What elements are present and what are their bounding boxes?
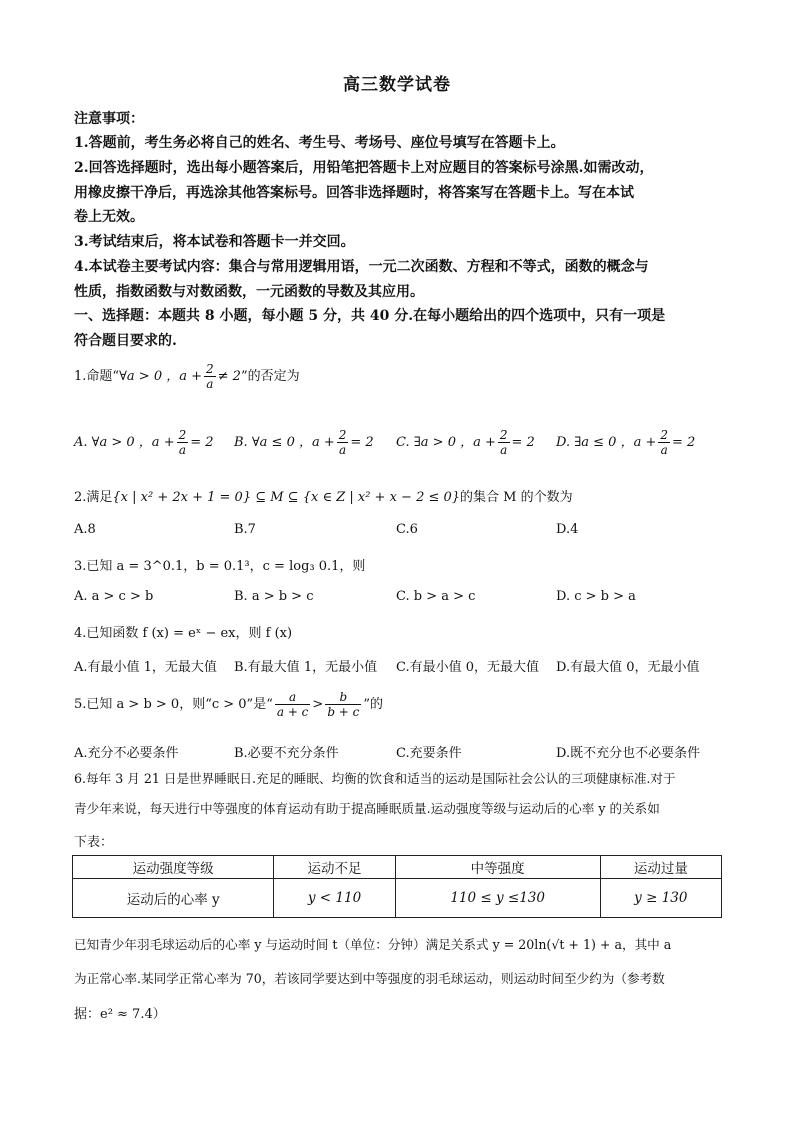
question-4-options — [74, 656, 734, 678]
q1-option-a[interactable]: A. ∀a > 0 ，a + $\frac{2}{a}$ = 2 — [74, 428, 214, 457]
q1-option-b[interactable]: B. ∀a ≤ 0 ，a + $\frac{2}{a}$ = 2 — [234, 428, 374, 457]
q3-option-a[interactable]: A. a > c > b — [74, 589, 154, 604]
q2-option-d[interactable]: D.4 — [556, 522, 579, 537]
notice-line-7: 性质，指数函数与对数函数，一元函数的导数及其应用。 — [74, 284, 424, 300]
q4-option-a[interactable]: A.有最小值 1，无最大值 — [74, 660, 217, 675]
table-cell: y < 110 — [274, 879, 395, 918]
question-6-line-1: 6.每年 3 月 21 日是世界睡眠日.充足的睡眠、均衡的饮食和适当的运动是国际社会公认的三项健康标准.对于 — [74, 771, 676, 786]
notice-line-3: 用橡皮擦干净后，再选涂其他答案标号。回答非选择题时，将答案写在答题卡上。写在本试 — [74, 185, 634, 201]
q5-option-a[interactable]: A.充分不必要条件 — [74, 746, 179, 761]
question-4-stem: 4.已知函数 f (x) = eˣ − ex，则 f (x) — [74, 626, 293, 641]
table-cell: 110 ≤ y ≤130 — [395, 879, 600, 918]
question-2-options — [74, 522, 734, 544]
notice-heading: 注意事项： — [74, 111, 144, 127]
q3-option-c[interactable]: C. b > a > c — [396, 589, 476, 604]
question-6-after-line-3: 据：e² ≈ 7.4） — [74, 1007, 166, 1022]
q1-option-c[interactable]: C. ∃a > 0 ，a + $\frac{2}{a}$ = 2 — [396, 428, 535, 457]
table-cell: 运动后的心率 y — [73, 879, 274, 918]
q2-option-c[interactable]: C.6 — [396, 522, 418, 537]
q4-option-c[interactable]: C.有最小值 0，无最大值 — [396, 660, 540, 675]
q5-option-d[interactable]: D.既不充分也不必要条件 — [556, 746, 701, 761]
question-5-stem: 5.已知 a > b > 0，则“c > 0”是“ $\frac{a}{a + c}$ > $\frac{b}{b + c}$ ”的 — [74, 690, 384, 719]
question-1-stem: 1.命题“∀a > 0 ，a + $\frac{2}{a}$ ≠ 2”的否定为 — [74, 362, 300, 391]
table-header-cell: 运动强度等级 — [73, 856, 274, 879]
table-header-cell: 运动过量 — [600, 856, 721, 879]
q4-option-b[interactable]: B.有最大值 1，无最小值 — [234, 660, 378, 675]
table-cell: y ≥ 130 — [600, 879, 721, 918]
q3-option-d[interactable]: D. c > b > a — [556, 589, 636, 604]
section-heading-line-1: 一、选择题：本题共 8 小题，每小题 5 分，共 40 分.在每小题给出的四个选项中，只有一项是 — [74, 308, 666, 324]
notice-line-2: 2.回答选择题时，选出每小题答案后，用铅笔把答题卡上对应题目的答案标号涂黑.如需改动， — [74, 160, 654, 176]
question-5-options — [74, 742, 734, 764]
notice-line-1: 1.答题前，考生务必将自己的姓名、考生号、考场号、座位号填写在答题卡上。 — [74, 135, 565, 151]
table-header-cell: 中等强度 — [395, 856, 600, 879]
q5-option-b[interactable]: B.必要不充分条件 — [234, 746, 339, 761]
question-6-after-line-2: 为正常心率.某同学正常心率为 70，若该同学要达到中等强度的羽毛球运动，则运动时间至少约为（参考数 — [74, 971, 665, 986]
table-row — [73, 879, 722, 918]
q3-option-b[interactable]: B. a > b > c — [234, 589, 314, 604]
notice-line-4: 卷上无效。 — [74, 209, 144, 225]
heart-rate-table — [72, 855, 722, 918]
q2-option-b[interactable]: B.7 — [234, 522, 256, 537]
table-header-row — [73, 856, 722, 879]
q2-option-a[interactable]: A.8 — [74, 522, 96, 537]
question-2-stem: 2.满足{x | x² + 2x + 1 = 0} ⊆ M ⊆ {x ∈ Z | x² + x − 2 ≤ 0}的集合 M 的个数为 — [74, 490, 573, 505]
table-header-cell: 运动不足 — [274, 856, 395, 879]
notice-line-5: 3.考试结束后，将本试卷和答题卡一并交回。 — [74, 234, 355, 250]
q4-option-d[interactable]: D.有最大值 0，无最小值 — [556, 660, 700, 675]
question-6-after-line-1: 已知青少年羽毛球运动后的心率 y 与运动时间 t（单位：分钟）满足关系式 y = 20ln(√t + 1) + a，其中 a — [74, 937, 672, 952]
notice-line-6: 4.本试卷主要考试内容：集合与常用逻辑用语，一元二次函数、方程和不等式，函数的概念与 — [74, 259, 649, 275]
section-heading-line-2: 符合题目要求的. — [74, 333, 177, 349]
question-6-line-3: 下表： — [74, 835, 114, 850]
question-3-stem: 3.已知 a = 3^0.1，b = 0.1³，c = log₃ 0.1，则 — [74, 559, 366, 574]
question-1-options — [74, 428, 734, 457]
question-6-line-2: 青少年来说，每天进行中等强度的体育运动有助于提高睡眠质量.运动强度等级与运动后的心率 y 的关系如 — [74, 801, 660, 816]
q1-option-d[interactable]: D. ∃a ≤ 0 ，a + $\frac{2}{a}$ = 2 — [556, 428, 696, 457]
q5-option-c[interactable]: C.充要条件 — [396, 746, 462, 761]
question-3-options — [74, 589, 734, 611]
page-title: 高三数学试卷 — [343, 75, 451, 95]
